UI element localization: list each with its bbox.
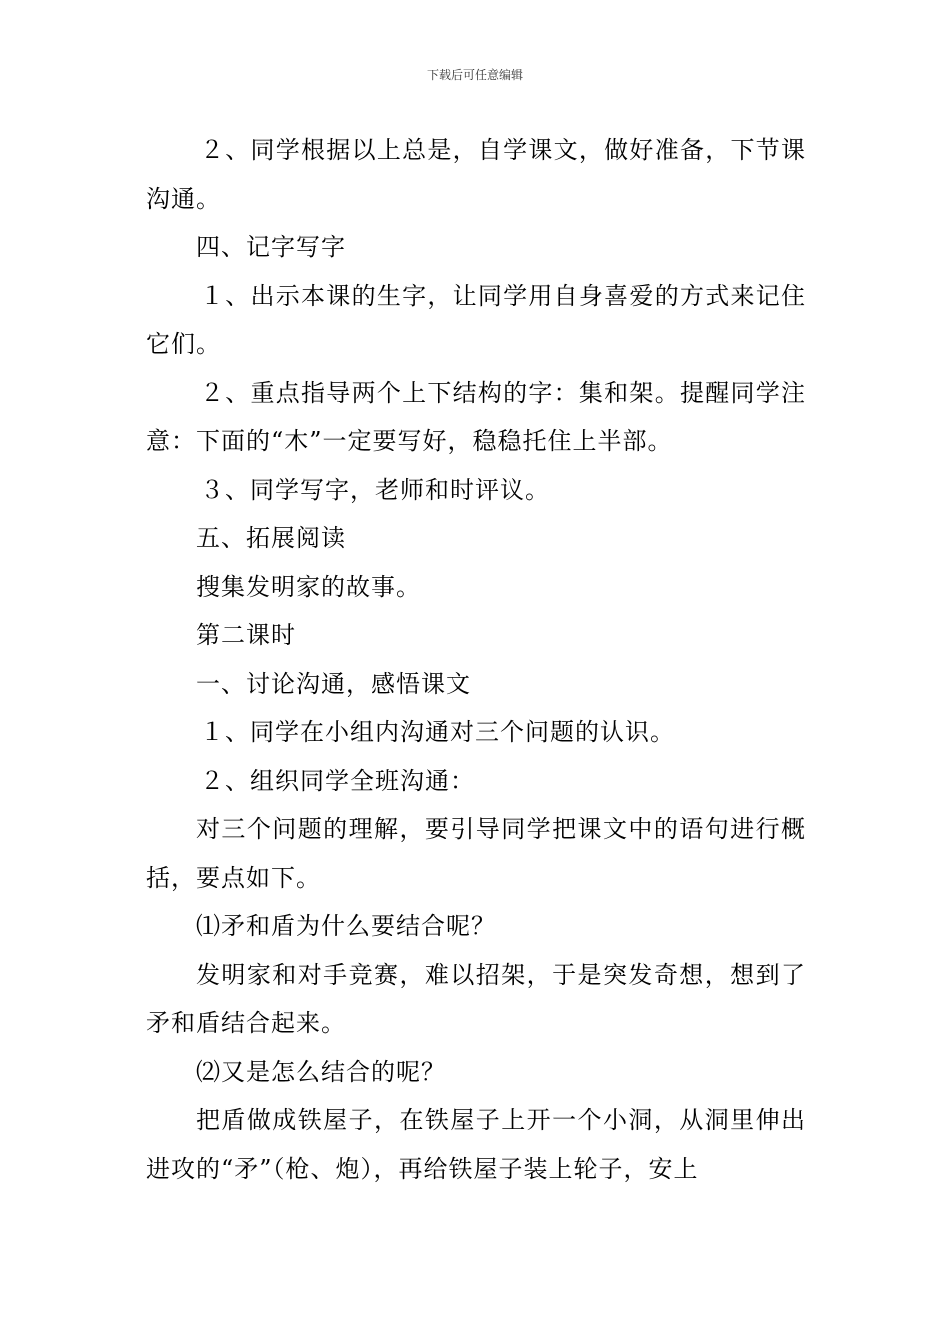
paragraph: 发明家和对手竞赛，难以招架，于是突发奇想，想到了矛和盾结合起来。 — [146, 960, 806, 1037]
paragraph: ３、同学写字，老师和时评议。 — [200, 475, 550, 504]
page-header: 下载后可任意编辑 — [426, 68, 523, 82]
question-item: ⑵又是怎么结合的呢？ — [196, 1057, 446, 1086]
section-heading: 一、讨论沟通，感悟课文 — [196, 669, 471, 698]
paragraph: ２、同学根据以上总是，自学课文，做好准备，下节课沟通。 — [146, 136, 806, 213]
paragraph: ２、重点指导两个上下结构的字：集和架。提醒同学注意：下面的“木”一定要写好，稳稳托住上半部。 — [146, 378, 806, 455]
paragraph: ２、组织同学全班沟通： — [200, 766, 475, 795]
paragraph: １、同学在小组内沟通对三个问题的认识。 — [200, 718, 675, 746]
question-item: ⑴矛和盾为什么要结合呢？ — [196, 912, 496, 940]
lesson-heading: 第二课时 — [196, 621, 296, 649]
paragraph: １、出示本课的生字，让同学用自身喜爱的方式来记住它们。 — [146, 281, 806, 358]
paragraph: 把盾做成铁屋子，在铁屋子上开一个小洞，从洞里伸出进攻的“矛”（枪、炮），再给铁屋子装上轮子，安上 — [146, 1106, 806, 1183]
paragraph: 搜集发明家的故事。 — [196, 572, 421, 601]
section-heading: 四、记字写字 — [196, 233, 346, 261]
section-heading: 五、拓展阅读 — [196, 524, 346, 552]
paragraph: 对三个问题的理解，要引导同学把课文中的语句进行概括，要点如下。 — [146, 815, 806, 892]
document-body — [146, 126, 806, 1193]
